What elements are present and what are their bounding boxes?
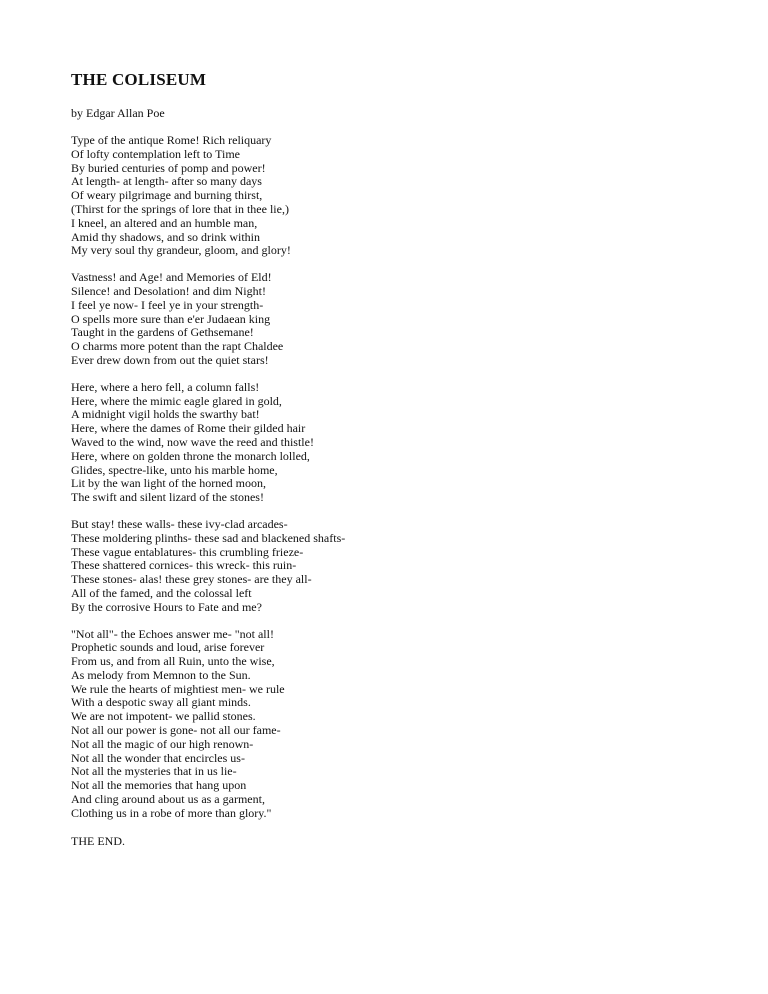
poem-line: Silence! and Desolation! and dim Night! [71,283,266,298]
poem-line: From us, and from all Ruin, unto the wise, [71,654,275,669]
poem-line: Here, where the dames of Rome their gilded hair [71,421,306,436]
poem-line: Not all the wonder that encircles us- [71,750,245,765]
poem-line: Not all the memories that hang upon [71,778,247,793]
stanza [71,271,751,368]
poem-line: By buried centuries of pomp and power! [71,160,266,175]
poem-line: Amid thy shadows, and so drink within [71,229,260,244]
poem-line: Taught in the gardens of Gethsemane! [71,325,254,340]
poem-title: THE COLISEUM [71,70,207,89]
poem-line: These vague entablatures- this crumbling frieze- [71,544,304,559]
poem-line: These shattered cornices- this wreck- this ruin- [71,558,297,573]
poem-line: O charms more potent than the rapt Chaldee [71,339,284,354]
poem-line: Of weary pilgrimage and burning thirst, [71,188,263,203]
poem-line: Not all our power is gone- not all our fame- [71,723,281,738]
stanza [71,134,751,258]
poem-line: Not all the magic of our high renown- [71,736,254,751]
poem-line: Lit by the wan light of the horned moon, [71,476,266,491]
poem-line: Vastness! and Age! and Memories of Eld! [71,270,272,285]
poem-line: Here, where on golden throne the monarch lolled, [71,448,310,463]
poem-line: A midnight vigil holds the swarthy bat! [71,407,260,422]
poem-line: All of the famed, and the colossal left [71,585,252,600]
poem-line: By the corrosive Hours to Fate and me? [71,599,262,614]
stanza [71,628,751,821]
poem-line: (Thirst for the springs of lore that in thee lie,) [71,201,289,216]
poem-line: Of lofty contemplation left to Time [71,146,240,161]
poem-line: Waved to the wind, now wave the reed and thistle! [71,434,314,449]
poem-line: Ever drew down from out the quiet stars! [71,352,269,367]
poem-line: O spells more sure than e'er Judaean king [71,311,271,326]
poem-line: Not all the mysteries that in us lie- [71,764,237,779]
poem-line: Here, where a hero fell, a column falls! [71,379,260,394]
poem-line: Type of the antique Rome! Rich reliquary [71,133,272,147]
poem-line: I kneel, an altered and an humble man, [71,215,258,230]
poem-byline: by Edgar Allan Poe [71,106,165,120]
poem-line: Prophetic sounds and loud, arise forever [71,640,265,655]
poem-line: At length- at length- after so many days [71,174,262,189]
document-page [71,70,751,848]
poem-line: These stones- alas! these grey stones- are they all- [71,572,312,587]
poem-line: We rule the hearts of mightiest men- we rule [71,681,285,696]
poem-line: I feel ye now- I feel ye in your strength- [71,297,264,312]
poem-line: We are not impotent- we pallid stones. [71,709,256,724]
poem-line: Here, where the mimic eagle glared in gold, [71,393,282,408]
poem-line: With a despotic sway all giant minds. [71,695,251,710]
stanza [71,518,751,615]
poem-line: The swift and silent lizard of the stones! [71,490,264,505]
poem-line: "Not all"- the Echoes answer me- "not all! [71,626,274,641]
poem-line: But stay! these walls- these ivy-clad arcades- [71,516,288,531]
poem-line: My very soul thy grandeur, gloom, and glory! [71,243,291,258]
poem-line: Clothing us in a robe of more than glory." [71,805,272,820]
poem-line: And cling around about us as a garment, [71,792,265,807]
poem-line: Glides, spectre-like, unto his marble home, [71,462,278,477]
stanza [71,381,751,505]
poem-line: These moldering plinths- these sad and blackened shafts- [71,530,346,545]
poem-line: As melody from Memnon to the Sun. [71,667,251,682]
poem-ending: THE END. [71,833,125,848]
poem-body [71,134,751,821]
